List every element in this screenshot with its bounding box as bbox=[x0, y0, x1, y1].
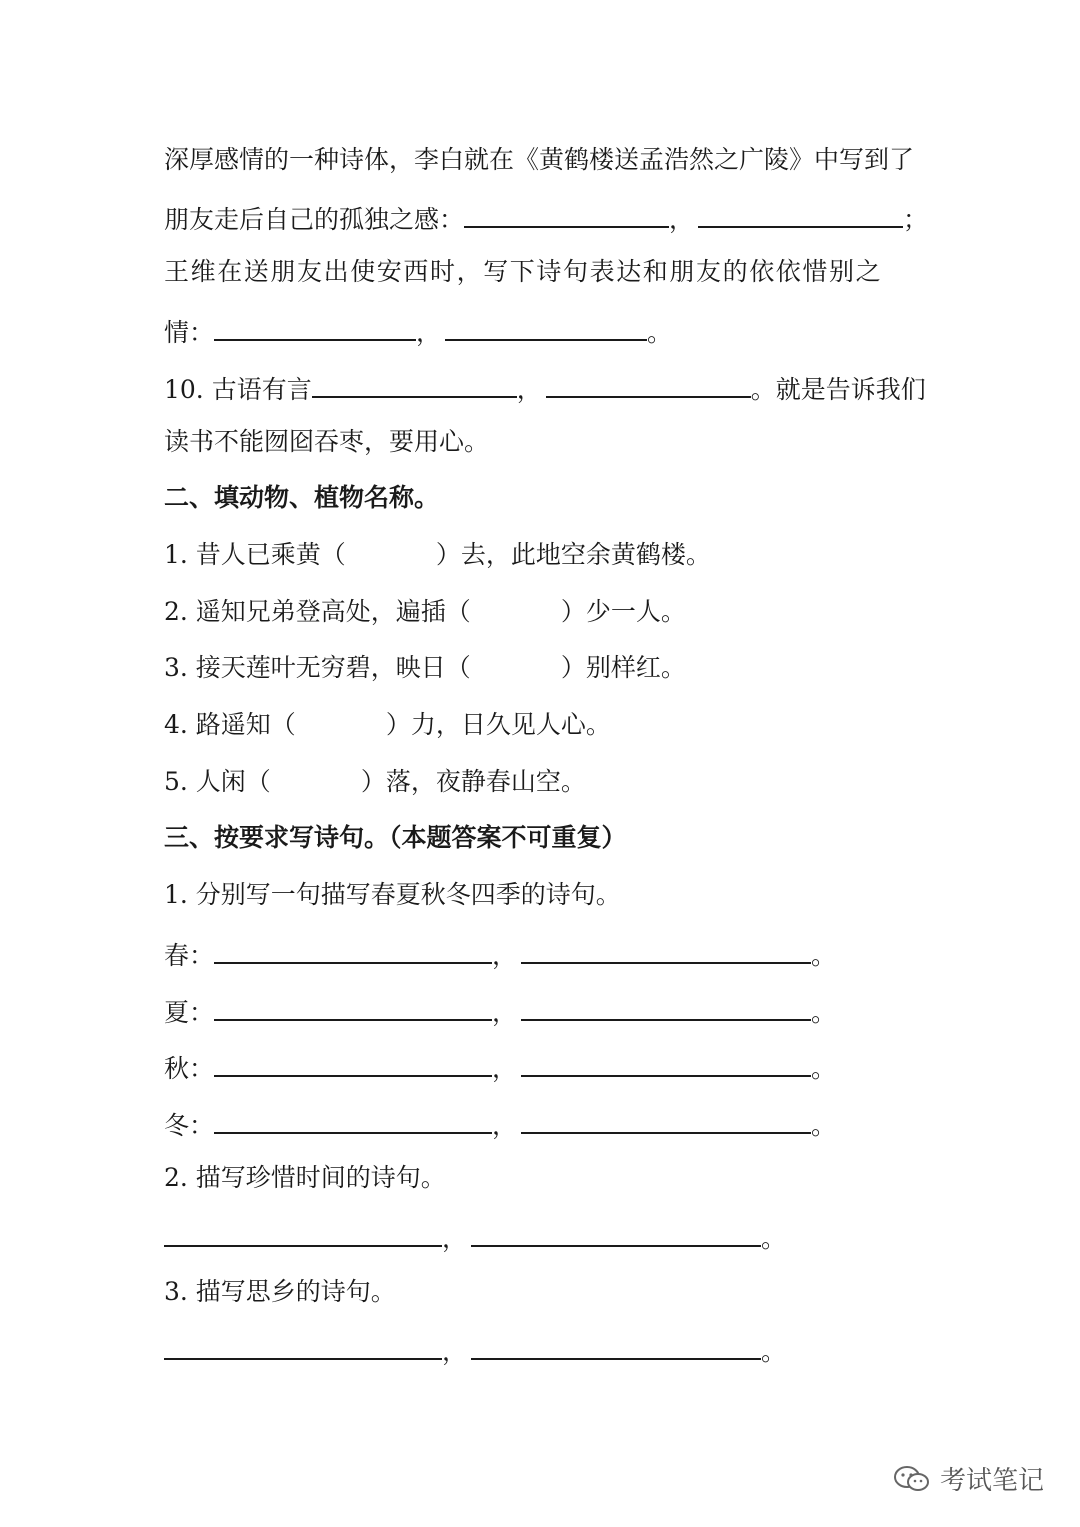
wechat-icon bbox=[892, 1464, 932, 1494]
answer-blank[interactable] bbox=[214, 932, 492, 964]
answer-blank[interactable] bbox=[471, 1215, 761, 1247]
time-poem-answer-line: ， 。 bbox=[164, 1215, 786, 1255]
answer-blank[interactable] bbox=[214, 309, 416, 341]
q10-line-2: 读书不能囫囵吞枣，要用心。 bbox=[164, 427, 490, 456]
answer-blank[interactable] bbox=[521, 932, 811, 964]
fill-item-1: 1. 昔人已乘黄（ ）去，此地空余黄鹤楼。 bbox=[164, 540, 711, 569]
q9-line-1: 深厚感情的一种诗体，李白就在《黄鹤楼送孟浩然之广陵》中写到了 bbox=[164, 145, 915, 174]
season-line-autumn: 秋： ， 。 bbox=[164, 1045, 836, 1085]
answer-blank[interactable] bbox=[698, 196, 903, 228]
q10-line-1: 10. 古语有言 ， 。就是告诉我们 bbox=[164, 366, 926, 406]
answer-blank[interactable] bbox=[164, 1328, 442, 1360]
answer-blank[interactable] bbox=[521, 1102, 811, 1134]
answer-blank[interactable] bbox=[214, 1102, 492, 1134]
answer-blank[interactable] bbox=[445, 309, 647, 341]
season-line-spring: 春： ， 。 bbox=[164, 932, 836, 972]
q9-line-4: 情： ， 。 bbox=[164, 309, 672, 349]
answer-blank[interactable] bbox=[164, 1215, 442, 1247]
section-2-heading: 二、填动物、植物名称。 bbox=[164, 483, 440, 512]
q9-line-3: 王维在送朋友出使安西时，写下诗句表达和朋友的依依惜别之 bbox=[164, 257, 883, 286]
section-3-question-1: 1. 分别写一句描写春夏秋冬四季的诗句。 bbox=[164, 880, 621, 909]
answer-blank[interactable] bbox=[464, 196, 669, 228]
season-line-winter: 冬： ， 。 bbox=[164, 1102, 836, 1142]
answer-blank[interactable] bbox=[214, 1045, 492, 1077]
answer-blank[interactable] bbox=[546, 366, 751, 398]
answer-blank[interactable] bbox=[471, 1328, 761, 1360]
section-3-question-3: 3. 描写思乡的诗句。 bbox=[164, 1277, 396, 1306]
section-3-heading: 三、按要求写诗句。（本题答案不可重复） bbox=[164, 823, 627, 852]
homesick-poem-answer-line: ， 。 bbox=[164, 1328, 786, 1368]
answer-blank[interactable] bbox=[521, 989, 811, 1021]
q9-line-2: 朋友走后自己的孤独之感： ， ； bbox=[164, 196, 928, 236]
fill-item-5: 5. 人闲（ ）落，夜静春山空。 bbox=[164, 767, 586, 796]
answer-blank[interactable] bbox=[312, 366, 517, 398]
watermark bbox=[892, 1460, 1044, 1497]
fill-item-3: 3. 接天莲叶无穷碧，映日（ ）别样红。 bbox=[164, 653, 686, 682]
answer-blank[interactable] bbox=[214, 989, 492, 1021]
fill-item-2: 2. 遥知兄弟登高处，遍插（ ）少一人。 bbox=[164, 597, 686, 626]
answer-blank[interactable] bbox=[521, 1045, 811, 1077]
section-3-question-2: 2. 描写珍惜时间的诗句。 bbox=[164, 1163, 446, 1192]
watermark-text: 考试笔记 bbox=[939, 1466, 1044, 1496]
fill-item-4: 4. 路遥知（ ）力，日久见人心。 bbox=[164, 710, 611, 739]
season-line-summer: 夏： ， 。 bbox=[164, 989, 836, 1029]
